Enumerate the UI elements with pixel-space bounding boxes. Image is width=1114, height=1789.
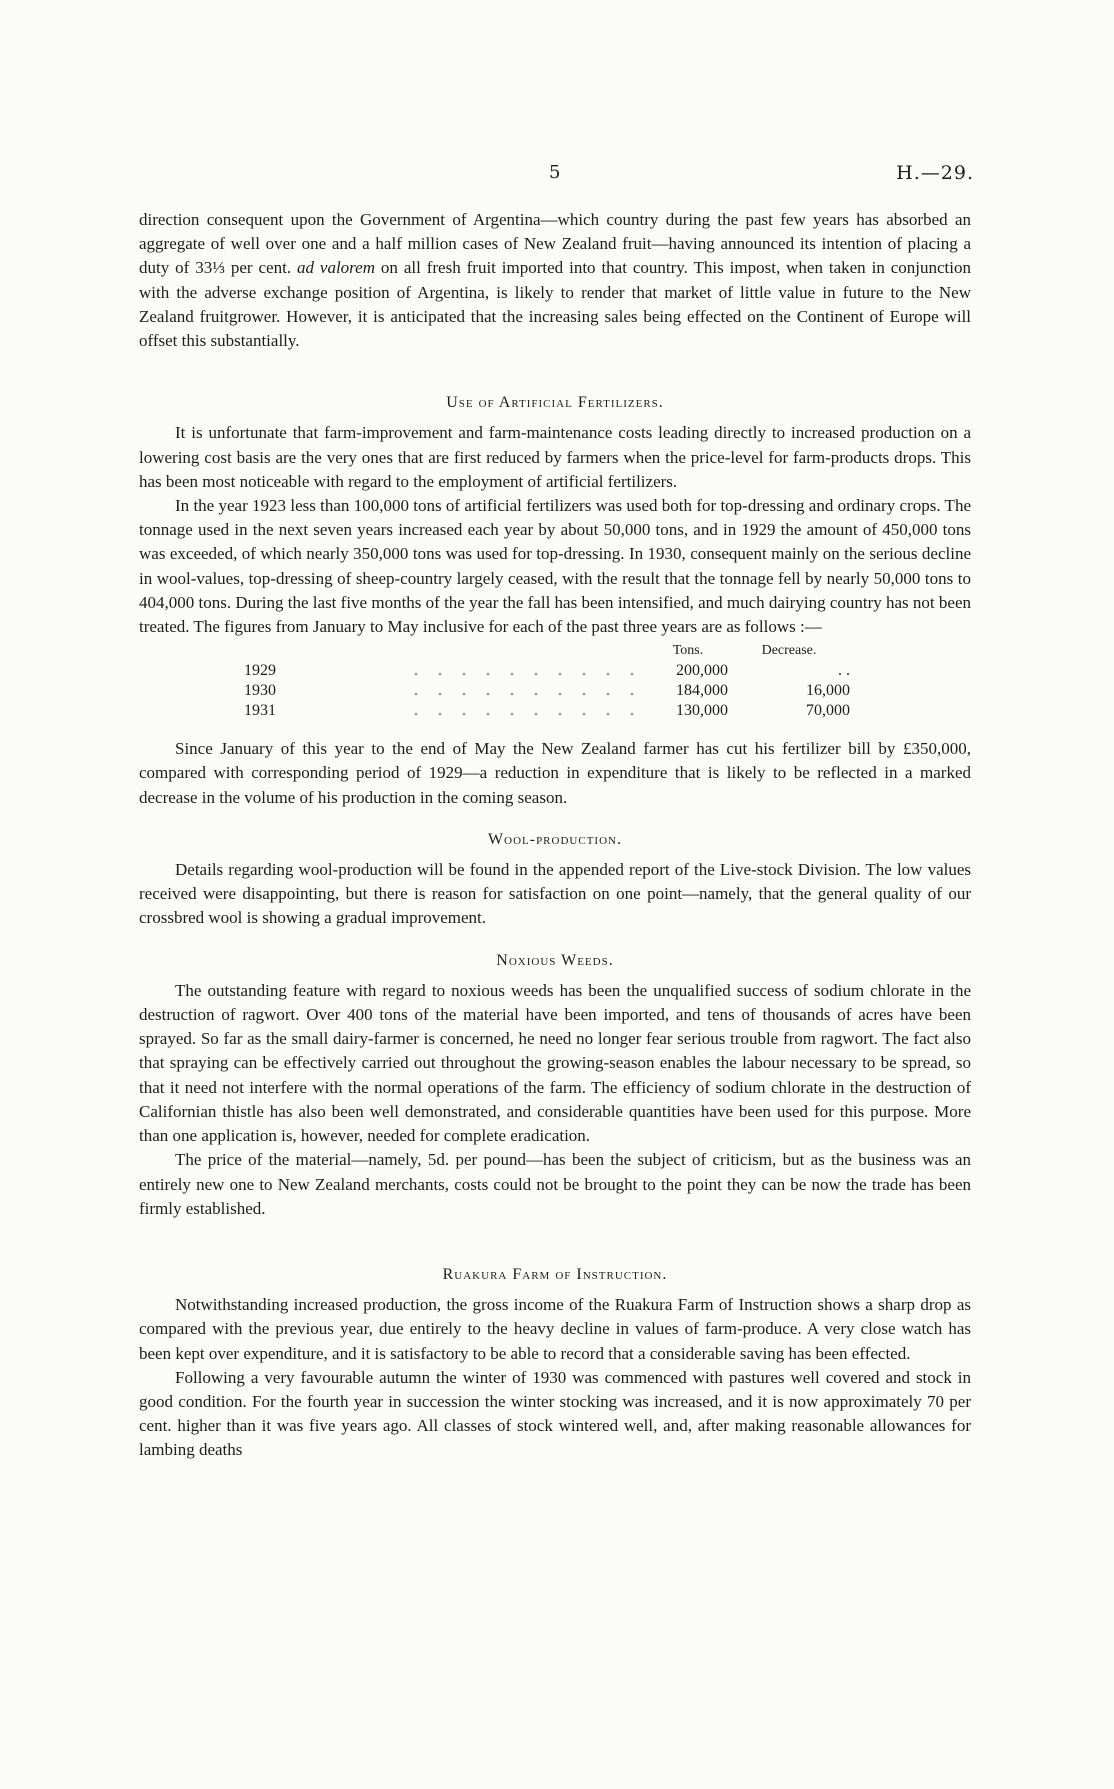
- column-header-tons: Tons.: [672, 643, 704, 659]
- page-header: [0, 162, 1114, 186]
- intro-italic: ad valorem: [296, 258, 375, 278]
- heading-ruakura-farm: Ruakura Farm of Instruction.: [442, 1265, 668, 1283]
- tons-cell: 200,000: [676, 662, 728, 680]
- heading-fertilizers: Use of Artificial Fertilizers.: [446, 394, 664, 412]
- weeds-paragraph-1: The outstanding feature with regard to noxious weeds has been the unqualified success of sodium chlorate in the destruction of ragwort. Over 400 tons of the material have been imported, and tens of thousands of acres have been sprayed. So far as the small dairy-farmer is concerned, he need no longer fear serious trouble from ragwort. The fact also that spraying can be effectively carried out throughout the growing-season enables the labour necessary to be spread, so that it need not interfere with the normal operations of the farm. The efficiency of sodium chlorate in the destruction of Californian thistle has also been well demonstrated, and considerable quantities have been used for this purpose. More than one application is, however, needed for complete eradication.: [139, 980, 971, 1146]
- decrease-cell: . .: [838, 662, 850, 680]
- ruakura-paragraph-1: Notwithstanding increased production, the gross income of the Ruakura Farm of Instruction shows a sharp drop as compared with the previous year, due entirely to the heavy decline in values of farm-produce. A very close watch has been kept over expenditure, and it is satisfactory to be able to record that a considerable saving has been effected.: [139, 1295, 971, 1363]
- intro-text-before: direction consequent upon the Government of Argentina—which country during the past few years has absorbed an aggregate of well over one and a half million cases of New Zealand fruit—having announced its intention of placing a duty of 33⅓ per cent.: [139, 210, 971, 278]
- intro-paragraph: [139, 208, 971, 353]
- fertilizers-paragraph-2: In the year 1923 less than 100,000 tons of artificial fertilizers was used both for top-dressing and ordinary crops. The tonnage used in the next seven years increased each year by about 50,000 tons, and in 1929 the amount of 450,000 tons was exceeded, of which nearly 350,000 tons was used for top-dressing. In 1930, consequent mainly on the serious decline in wool-values, top-dressing of sheep-country largely ceased, with the result that the tonnage fell by nearly 50,000 tons to 404,000 tons. During the last five months of the year the fall has been intensified, and much dairying country has not been treated. The figures from January to May inclusive for each of the past three years are as follows :—: [139, 496, 971, 637]
- decrease-cell: 70,000: [806, 702, 850, 720]
- table-row: [244, 681, 850, 701]
- heading-wool-production: Wool-production.: [488, 830, 622, 848]
- tons-cell: 130,000: [676, 702, 728, 720]
- page-number: 5: [549, 162, 561, 183]
- fertilizer-table: [244, 641, 850, 721]
- year-cell: 1929: [244, 662, 276, 680]
- tons-cell: 184,000: [676, 682, 728, 700]
- table-row: [244, 661, 850, 681]
- ruakura-paragraph-2: Following a very favourable autumn the winter of 1930 was commenced with pastures well covered and stock in good condition. For the fourth year in succession the winter stocking was increased, and it is now approximately 70 per cent. higher than it was five years ago. All classes of stock wintered well, and, after making reasonable allowances for lambing deaths: [139, 1367, 971, 1460]
- heading-noxious-weeds: Noxious Weeds.: [496, 951, 614, 969]
- year-cell: 1931: [244, 702, 276, 720]
- page-body: [139, 208, 971, 1463]
- column-header-decrease: Decrease.: [761, 643, 817, 659]
- fertilizers-paragraph-3: Since January of this year to the end of May the New Zealand farmer has cut his fertilizer bill by £350,000, compared with corresponding period of 1929—a reduction in expenditure that is likely to be reflected in a marked decrease in the volume of his production in the coming season.: [139, 739, 971, 807]
- leader-dots: . . . . . . . . . .: [414, 702, 642, 720]
- decrease-cell: 16,000: [806, 682, 850, 700]
- table-row: [244, 701, 850, 721]
- leader-dots: . . . . . . . . . .: [414, 662, 642, 680]
- intro-text-after: on all fresh fruit imported into that country. This impost, when taken in conjunction with the adverse exchange position of Argentina, is likely to render that market of little value in future to the New Zealand fruitgrower. However, it is anticipated that the increasing sales being effected on the Continent of Europe will offset this substantially.: [139, 258, 971, 351]
- leader-dots: . . . . . . . . . .: [414, 682, 642, 700]
- document-reference: H.—29.: [896, 162, 974, 184]
- year-cell: 1930: [244, 682, 276, 700]
- wool-paragraph-1: Details regarding wool-production will be found in the appended report of the Live-stock Division. The low values received were disappointing, but there is reason for satisfaction on one point—namely, that the general quality of our crossbred wool is showing a gradual improvement.: [139, 860, 971, 928]
- fertilizers-paragraph-1: It is unfortunate that farm-improvement and farm-maintenance costs leading directly to increased production on a lowering cost basis are the very ones that are first reduced by farmers when the price-level for farm-products drops. This has been most noticeable with regard to the employment of artificial fertilizers.: [139, 423, 971, 491]
- table-header-row: [244, 641, 850, 661]
- weeds-paragraph-2: The price of the material—namely, 5d. per pound—has been the subject of criticism, but as the business was an entirely new one to New Zealand merchants, costs could not be brought to the point they can be now the trade has been firmly established.: [139, 1150, 971, 1218]
